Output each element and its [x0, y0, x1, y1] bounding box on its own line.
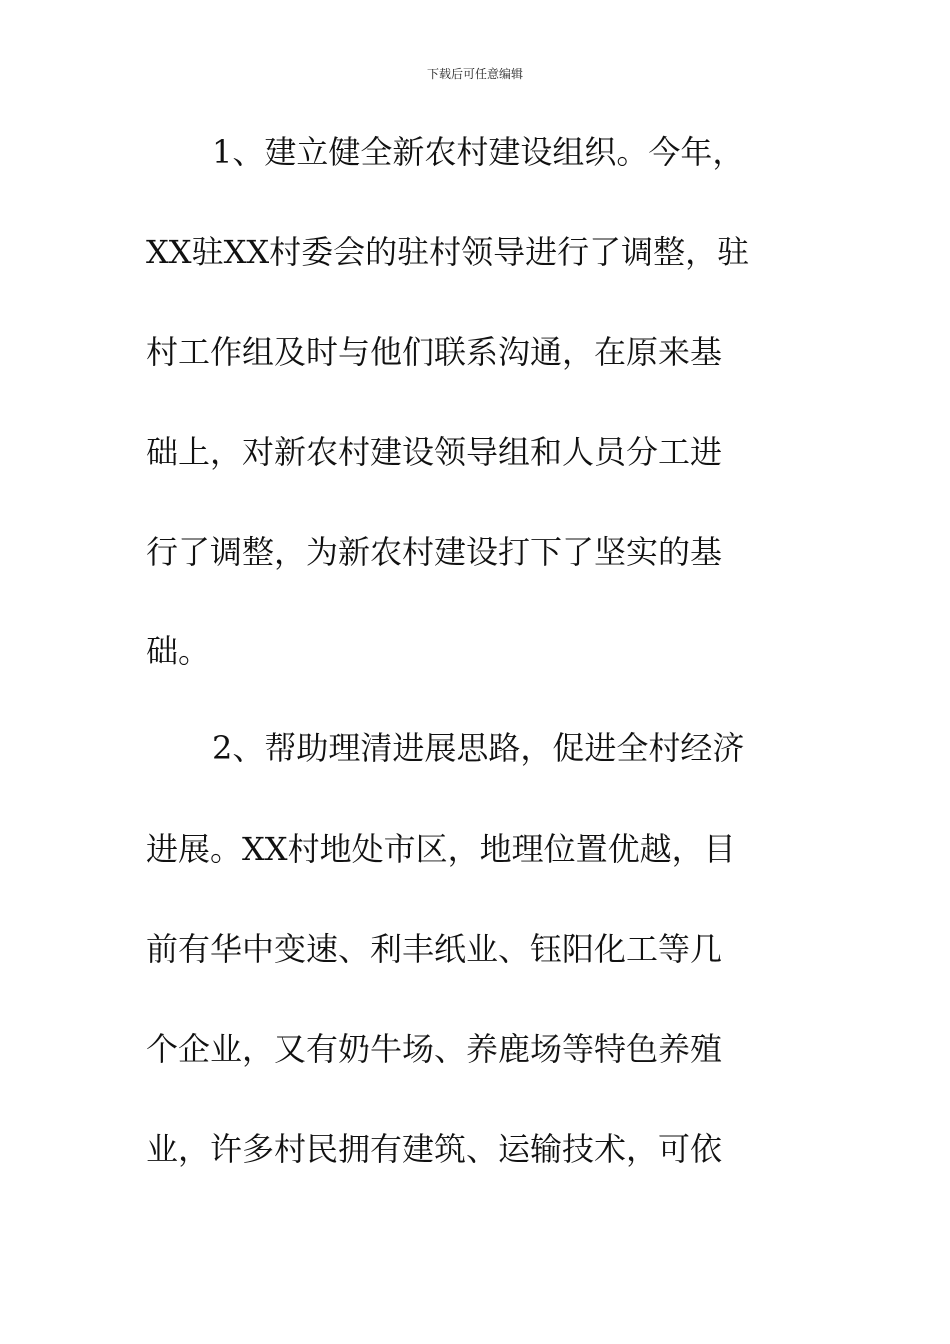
paragraph-2-line-5: 业，许多村民拥有建筑、运输技术，可依: [146, 1130, 723, 1168]
paragraph-1-line-5: 行了调整，为新农村建设打下了坚实的基: [146, 533, 723, 571]
page-header-note: 下载后可任意编辑: [426, 67, 523, 81]
paragraph-1-line-4: 础上，对新农村建设领导组和人员分工进: [146, 433, 723, 471]
paragraph-1-line-3: 村工作组及时与他们联系沟通，在原来基: [146, 333, 723, 371]
paragraph-1-line-1: 1、建立健全新农村建设组织。今年，: [212, 133, 745, 171]
paragraph-2-line-4: 个企业，又有奶牛场、养鹿场等特色养殖: [146, 1030, 723, 1068]
paragraph-2-line-2: 进展。XX村地处市区，地理位置优越，目: [146, 830, 736, 868]
paragraph-1-line-2: XX驻XX村委会的驻村领导进行了调整，驻: [146, 233, 750, 271]
paragraph-2-line-3: 前有华中变速、利丰纸业、钰阳化工等几: [146, 930, 723, 968]
paragraph-1-line-6: 础。: [146, 632, 211, 670]
paragraph-2-line-1: 2、帮助理清进展思路，促进全村经济: [212, 729, 745, 767]
